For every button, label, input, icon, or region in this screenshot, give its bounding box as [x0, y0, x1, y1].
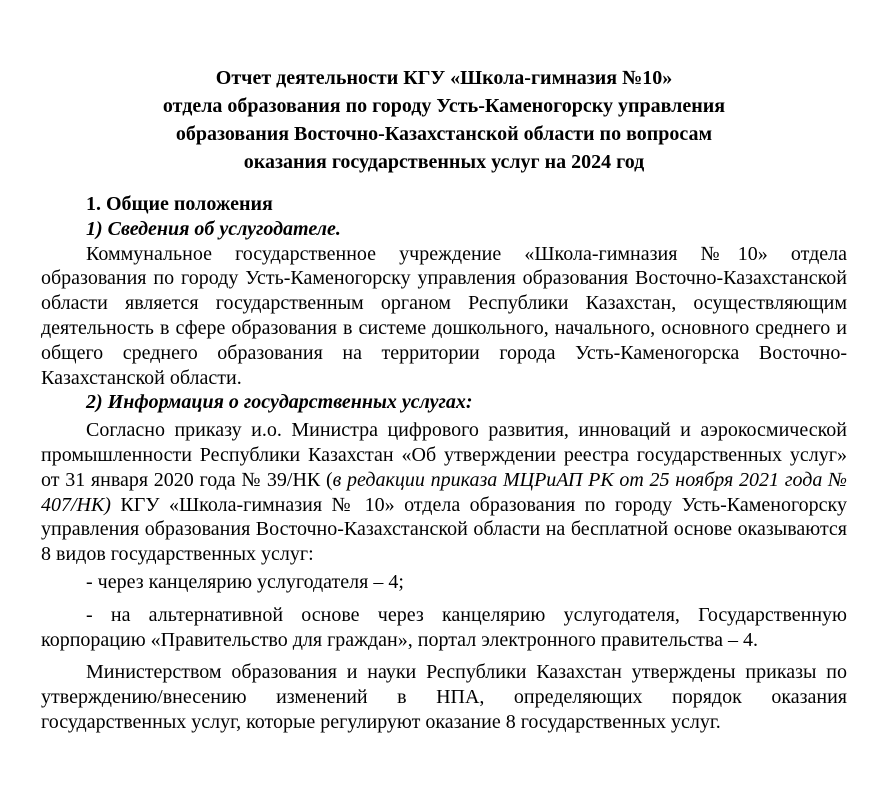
subsection-2-heading: 2) Информация о государственных услугах: — [86, 391, 473, 414]
list-item-1: - через канцелярию услугодателя – 4; — [86, 570, 404, 593]
document-body — [41, 192, 847, 735]
list-item-2: - на альтернативной основе через канцелярию услугодателя, Государственную корпорацию «Правительство для граждан», портал электронного правительства – 4. — [41, 603, 847, 651]
paragraph-2-italic: в редакции приказа МЦРиАП РК от 25 ноября 2021 года № 407/НК) — [41, 468, 847, 516]
title-line-4: оказания государственных услуг на 2024 год — [243, 151, 645, 173]
paragraph-1: Коммунальное государственное учреждение «Школа-гимназия №10» отдела образования по городу Усть-Каменогорску управления образования Восточно-Казахстанской области является государственным органом Республики Казахстан, осуществляющим деятельность в сфере образования в системе дошкольного, начального, основного среднего и общего среднего образования на территории города Усть-Каменогорска Восточно-Казахстанской области. — [41, 242, 847, 389]
paragraph-2-part-1: Согласно приказу и.о. Министра цифрового развития, инноваций и аэрокосмической промышленности Республики Казахстан «Об утверждении реестра государственных услуг» от 31 января 2020 года № 39/НК ( — [41, 419, 847, 491]
subsection-1-heading: 1) Сведения об услугодателе. — [86, 217, 341, 240]
title-line-1: Отчет деятельности КГУ «Школа-гимназия №10» — [215, 67, 673, 89]
paragraph-2-part-2: КГУ «Школа-гимназия № 10» отдела образования по городу Усть-Каменогорску управления образования Восточно-Казахстанской области на бесплатной основе оказываются 8 видов государственных услуг: — [41, 493, 847, 566]
title-line-2: отдела образования по городу Усть-Каменогорску управления — [162, 95, 726, 117]
document-title — [41, 64, 847, 176]
paragraph-3: Министерством образования и науки Республики Казахстан утверждены приказы по утверждению/внесению изменений в НПА, определяющих порядок оказания государственных услуг, которые регулируют оказание 8 государственных услуг. — [41, 661, 847, 733]
paragraph-2 — [41, 418, 847, 567]
section-1-heading: 1. Общие положения — [86, 193, 273, 215]
title-line-3: образования Восточно-Казахстанской области по вопросам — [175, 123, 713, 145]
